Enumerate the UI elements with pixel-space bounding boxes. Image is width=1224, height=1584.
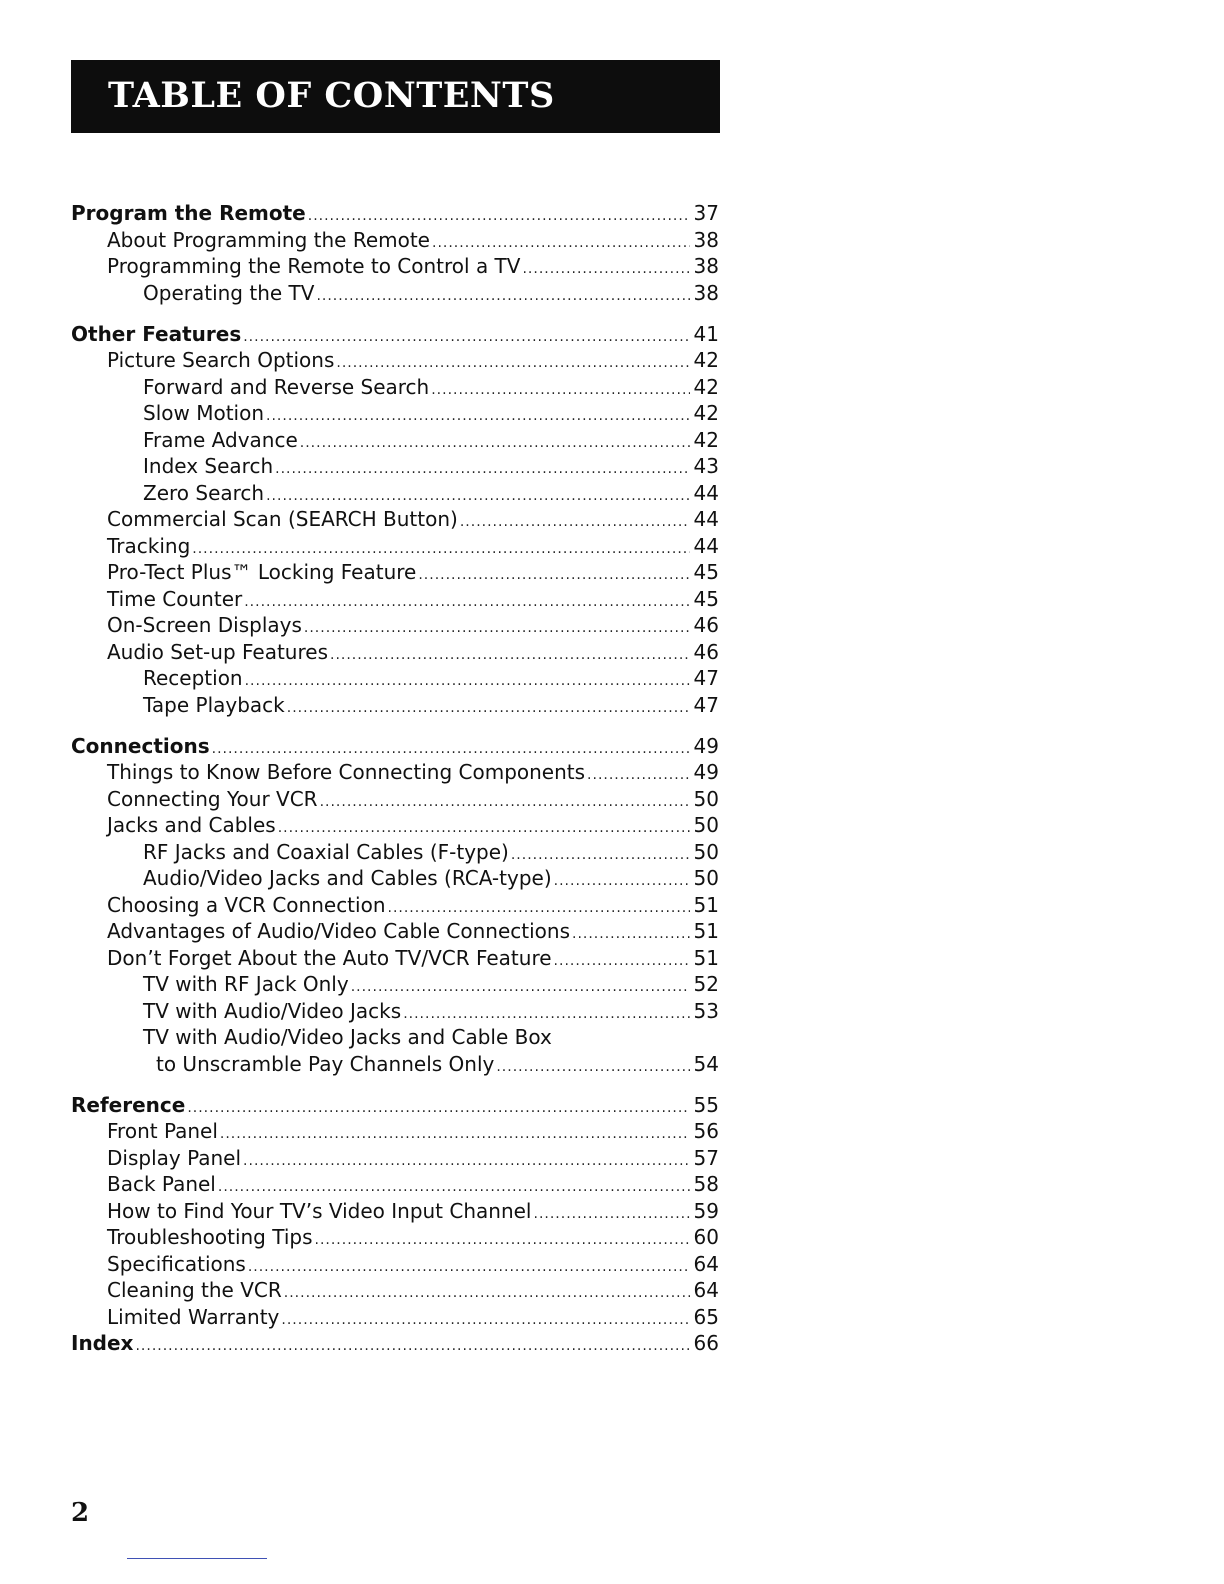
toc-entry-page: 52: [693, 972, 719, 996]
toc-entry[interactable]: [71, 1251, 719, 1278]
toc-dot-leader: [245, 668, 690, 695]
toc-dot-leader: [316, 283, 689, 310]
toc-dot-leader: [287, 695, 690, 722]
toc-entry-page: 50: [693, 839, 719, 864]
toc-entry-page: 46: [693, 639, 719, 664]
toc-entry-title: Jacks and Cables: [107, 813, 276, 837]
toc-dot-leader: [554, 948, 690, 975]
toc-entry-page: 38: [693, 280, 719, 305]
toc-entry[interactable]: [71, 945, 719, 972]
toc-entry-title: TV with Audio/Video Jacks: [143, 998, 402, 1023]
toc-entry-page: 42: [693, 348, 719, 372]
toc-entry-page: 54: [693, 1051, 719, 1076]
toc-entry-title: Operating the TV: [143, 280, 315, 305]
toc-entry-page: 47: [693, 692, 719, 717]
toc-entry-title: How to Find Your TV’s Video Input Channel: [107, 1198, 532, 1223]
toc-dot-leader: [220, 1121, 690, 1148]
toc-entry-page: 38: [693, 254, 719, 278]
toc-entry-title: Programming the Remote to Control a TV: [107, 254, 521, 278]
toc-entry-title: Commercial Scan (SEARCH Button): [107, 507, 458, 531]
toc-entry-page: 47: [693, 666, 719, 690]
toc-section-entry[interactable]: [71, 733, 719, 760]
toc-dot-leader: [135, 1333, 689, 1360]
toc-dot-leader: [534, 1201, 690, 1228]
toc-entry[interactable]: [71, 453, 719, 480]
toc-dot-leader: [320, 789, 690, 816]
toc-entry-title: Don’t Forget About the Auto TV/VCR Feature: [107, 945, 552, 970]
toc-entry-page: 60: [693, 1225, 719, 1249]
toc-entry-title: Program the Remote: [71, 201, 306, 225]
toc-entry[interactable]: [71, 1198, 719, 1225]
toc-entry-title: Tape Playback: [143, 692, 285, 717]
toc-entry-page: 43: [693, 454, 719, 478]
toc-header-bar: [71, 60, 720, 133]
toc-entry[interactable]: [71, 812, 719, 839]
toc-entry[interactable]: [71, 1145, 719, 1172]
toc-entry-page: 38: [693, 227, 719, 252]
toc-entry-page: 50: [693, 786, 719, 811]
toc-dot-leader: [248, 1254, 690, 1281]
toc-entry-page: 44: [693, 507, 719, 531]
toc-entry-page: 58: [693, 1172, 719, 1196]
toc-entry-title: Limited Warranty: [107, 1304, 280, 1329]
toc-entry[interactable]: [71, 839, 719, 866]
toc-entry[interactable]: [71, 865, 719, 892]
toc-dot-leader: [496, 1054, 689, 1081]
page-number: 2: [71, 1498, 90, 1528]
toc-entry[interactable]: [71, 347, 719, 374]
toc-dot-leader: [275, 456, 689, 483]
toc-entry[interactable]: [71, 1171, 719, 1198]
toc-entry[interactable]: [71, 1024, 719, 1051]
toc-entry-title: Display Panel: [107, 1145, 242, 1170]
toc-entry-page: 42: [693, 401, 719, 425]
toc-entry[interactable]: [71, 918, 719, 945]
toc-entry[interactable]: [71, 427, 719, 454]
toc-entry[interactable]: [71, 892, 719, 919]
toc-entry[interactable]: [71, 1224, 719, 1251]
toc-entry-page: 66: [693, 1331, 719, 1355]
toc-entry-title: Audio/Video Jacks and Cables (RCA-type): [143, 866, 552, 890]
toc-entry-title: Things to Know Before Connecting Components: [107, 760, 586, 784]
toc-entry-title: Reception: [143, 666, 243, 690]
toc-entry-title: Tracking: [107, 533, 191, 558]
toc-entry-page: 64: [693, 1251, 719, 1276]
toc-entry-title: TV with Audio/Video Jacks and Cable Box: [143, 1025, 552, 1049]
toc-entry-title: Troubleshooting Tips: [107, 1225, 313, 1249]
toc-entry[interactable]: [71, 559, 719, 586]
toc-entry[interactable]: [71, 1304, 719, 1331]
toc-entry-page: 44: [693, 533, 719, 558]
toc-entry[interactable]: [71, 227, 719, 254]
toc-entry-page: 56: [693, 1119, 719, 1143]
toc-entry-page: 65: [693, 1304, 719, 1329]
toc-section-entry[interactable]: [71, 321, 719, 348]
toc-entry-title: Index: [71, 1331, 134, 1355]
toc-dot-leader: [300, 430, 690, 457]
toc-entry[interactable]: [71, 692, 719, 719]
toc-dot-leader: [418, 562, 689, 589]
toc-entry[interactable]: [71, 1277, 719, 1304]
toc-dot-leader: [187, 1095, 689, 1122]
toc-entry-title: Audio Set-up Features: [107, 639, 328, 664]
toc-entry-page: 64: [693, 1278, 719, 1302]
toc-dot-leader: [572, 921, 690, 948]
toc-entry-title: Back Panel: [107, 1172, 216, 1196]
toc-entry-page: 44: [693, 480, 719, 505]
toc-entry-page: 49: [693, 760, 719, 784]
toc-entry-title: Front Panel: [107, 1119, 218, 1143]
toc-entry[interactable]: [71, 1118, 719, 1145]
toc-entry[interactable]: [71, 971, 719, 998]
table-of-contents: [71, 200, 719, 1357]
toc-entry-title: Other Features: [71, 321, 242, 346]
toc-entry-title: Pro-Tect Plus™ Locking Feature: [107, 560, 417, 584]
toc-entry[interactable]: [71, 253, 719, 280]
toc-dot-leader: [587, 762, 690, 789]
toc-dot-leader: [266, 403, 690, 430]
toc-dot-leader: [243, 1148, 690, 1175]
toc-entry[interactable]: [71, 400, 719, 427]
toc-entry-page: 37: [693, 201, 719, 225]
toc-section-entry[interactable]: [71, 1092, 719, 1119]
toc-entry-page: 49: [693, 733, 719, 758]
toc-section-entry[interactable]: [71, 200, 719, 227]
bottom-rule: [127, 1558, 267, 1559]
toc-entry[interactable]: [71, 665, 719, 692]
toc-dot-leader: [522, 256, 689, 283]
toc-dot-leader: [244, 589, 689, 616]
toc-entry[interactable]: [71, 586, 719, 613]
toc-dot-leader: [330, 642, 690, 669]
toc-entry-page: 45: [693, 560, 719, 584]
toc-dot-leader: [281, 1307, 689, 1334]
toc-entry[interactable]: [71, 612, 719, 639]
toc-entry[interactable]: [71, 998, 719, 1025]
toc-entry[interactable]: [71, 639, 719, 666]
toc-entry-page: 59: [693, 1198, 719, 1223]
toc-entry-title: Connections: [71, 733, 210, 758]
toc-dot-leader: [431, 377, 689, 404]
toc-entry[interactable]: [71, 374, 719, 401]
toc-entry[interactable]: [71, 480, 719, 507]
toc-section-entry[interactable]: [71, 1330, 719, 1357]
toc-entry-title: Forward and Reverse Search: [143, 374, 430, 399]
toc-entry-page: 46: [693, 613, 719, 637]
toc-entry-page: 51: [693, 892, 719, 917]
toc-entry-title: Zero Search: [143, 480, 265, 505]
toc-entry-title: Reference: [71, 1092, 186, 1117]
toc-entry[interactable]: [71, 786, 719, 813]
toc-dot-leader: [554, 868, 690, 895]
toc-entry-title: About Programming the Remote: [107, 227, 430, 252]
toc-entry-page: 42: [693, 374, 719, 399]
toc-entry-title: to Unscramble Pay Channels Only: [156, 1051, 495, 1076]
toc-dot-leader: [351, 974, 690, 1001]
toc-entry-title: Index Search: [143, 454, 274, 478]
toc-entry-title: TV with RF Jack Only: [143, 972, 349, 996]
toc-entry-title: Frame Advance: [143, 427, 298, 452]
toc-entry-page: 51: [693, 945, 719, 970]
toc-entry-page: 42: [693, 427, 719, 452]
toc-entry[interactable]: [71, 759, 719, 786]
toc-entry-page: 45: [693, 586, 719, 611]
toc-entry-page: 41: [693, 321, 719, 346]
toc-entry-title: Cleaning the VCR: [107, 1278, 282, 1302]
toc-entry-title: Picture Search Options: [107, 348, 335, 372]
toc-dot-leader: [315, 1227, 690, 1254]
toc-dot-leader: [460, 509, 690, 536]
toc-entry[interactable]: [71, 533, 719, 560]
toc-dot-leader: [284, 1280, 690, 1307]
toc-entry[interactable]: [71, 280, 719, 307]
toc-entry-page: 51: [693, 919, 719, 943]
toc-entry-title: Time Counter: [107, 586, 243, 611]
toc-dot-leader: [304, 615, 690, 642]
toc-entry-page: 53: [693, 998, 719, 1023]
toc-entry-title: On-Screen Displays: [107, 613, 302, 637]
toc-entry-title: Connecting Your VCR: [107, 786, 318, 811]
toc-entry[interactable]: [71, 506, 719, 533]
toc-entry-title: RF Jacks and Coaxial Cables (F-type): [143, 839, 509, 864]
toc-entry-title: Specifications: [107, 1251, 246, 1276]
toc-entry-title: Slow Motion: [143, 401, 265, 425]
toc-entry-title: Choosing a VCR Connection: [107, 892, 386, 917]
toc-entry-page: 50: [693, 866, 719, 890]
toc-entry-page: 57: [693, 1145, 719, 1170]
page-title: TABLE OF CONTENTS: [108, 75, 555, 116]
toc-entry[interactable]: [71, 1051, 719, 1078]
toc-entry-page: 50: [693, 813, 719, 837]
toc-entry-page: 55: [693, 1092, 719, 1117]
toc-entry-title: Advantages of Audio/Video Cable Connections: [107, 919, 570, 943]
